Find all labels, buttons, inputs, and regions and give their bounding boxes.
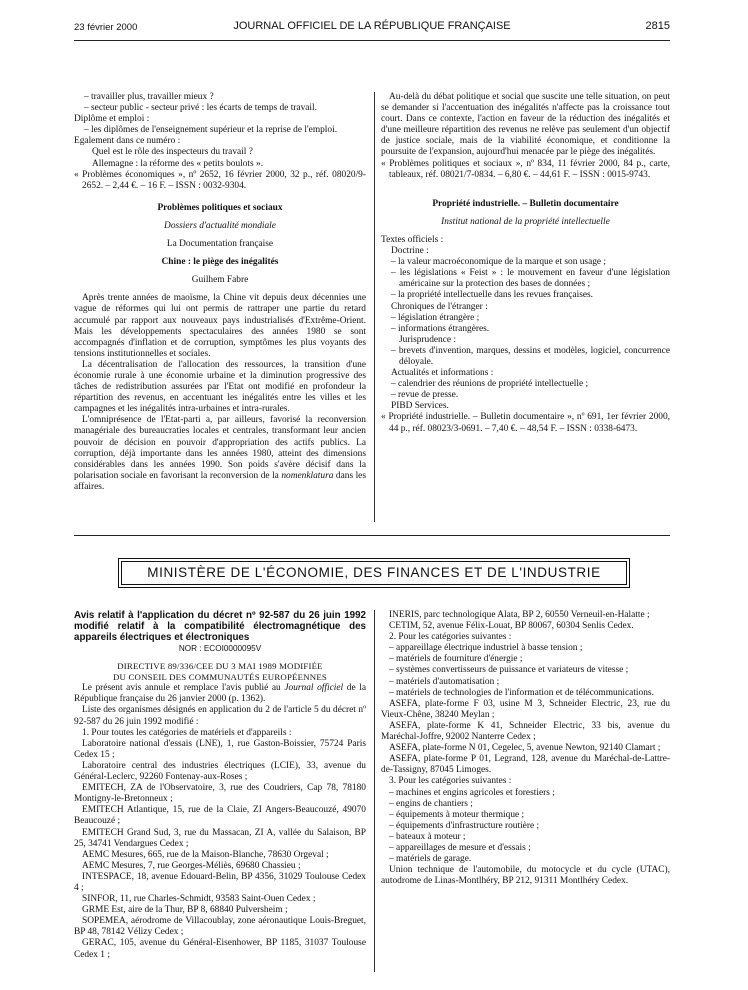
list-item: SINFOR, 11, rue Charles-Schmidt, 93583 Saint-Ouen Cedex ;: [82, 894, 316, 905]
list-item: – équipements d'infrastructure routière ;: [389, 820, 540, 831]
col1-top-list: [74, 92, 366, 192]
list-item: – revue de presse.: [391, 390, 459, 401]
list-item: ASEFA, plate-forme P 01, Legrand, 128, avenue du Maréchal-de-Lattre-de-Tassigny, 87045 Limoges.: [381, 754, 670, 776]
list-item: – appareillages de mesure et d'essais ;: [389, 842, 531, 853]
list-item: Allemagne : la réforme des « petits boulots ».: [92, 158, 264, 169]
propriete-title: Propriété industrielle. – Bulletin documentaire: [432, 198, 619, 209]
list-item: – engins de chantiers ;: [389, 798, 473, 809]
list-item: – bateaux à moteur ;: [389, 831, 466, 842]
avis-intro: Le présent avis annule et remplace l'avis publié au Journal officiel de la République française du 26 janvier 2000 (p. 1362).: [74, 683, 366, 705]
avis-point-1: 1. Pour toutes les catégories de matériels et d'appareils :: [82, 727, 292, 738]
list-item: AEMC Mesures, 665, rue de la Maison-Blanche, 78630 Orgeval ;: [82, 849, 329, 860]
avis-liste: Liste des organismes désignés en application du 2 de l'article 5 du décret nº 92-587 du 26 juin 1992 modifié :: [74, 705, 366, 727]
list-item: – calendrier des réunions de propriété intellectuelle ;: [391, 379, 589, 390]
list-item: – matériels d'automatisation ;: [389, 676, 500, 687]
header-journal-title: JOURNAL OFFICIEL DE LA RÉPUBLIQUE FRANÇAISE: [233, 20, 511, 32]
list-item: – secteur public - secteur privé : les écarts de temps de travail.: [84, 103, 317, 114]
list-item: – les législations « Feist » : le mouvement en faveur d'une législation américaine sur la protection des bases de données ;: [391, 268, 670, 290]
list-item: Laboratoire central des industries électriques (LCIE), 33, avenue du Général-Leclerc, 92260 Fontenay-aux-Roses ;: [74, 760, 366, 783]
chine-paragraph-1: Après trente années de maoïsme, la Chine vit depuis deux décennies une vague de réformes qui lui ont permis de rattraper une partie du retard accumulé par rapport aux nouveaux pays industrialisés d'Extrême-Orient. Mais les développements spectaculaires des années 1980 se sont accompagnés d'inflation et de corruption, symptômes les plus voyants des tensions institutionnelles et sociales.: [74, 293, 366, 359]
header-date: 23 février 2000: [74, 22, 138, 33]
chine-series: Problèmes politiques et sociaux: [157, 202, 283, 213]
avis-title: Avis relatif à l'application du décret nº 92-587 du 26 juin 1992 modifié relatif à la compatibilité électromagnétique des appareils électriques et électroniques: [74, 610, 366, 643]
list-item: 3. Pour les catégories suivantes :: [389, 776, 512, 787]
propriete-reference: « Propriété industrielle. – Bulletin documentaire », nº 691, 1er février 2000, 44 p., réf. 08023/3-0691. – 7,40 €. – 48,54 F. – ISSN : 0338-6473.: [381, 412, 670, 434]
ministry-banner: MINISTÈRE DE L'ÉCONOMIE, DES FINANCES ET DE L'INDUSTRIE: [121, 561, 627, 585]
list-item: « Problèmes économiques », nº 2652, 16 février 2000, 32 p., réf. 08020/9-2652. – 2,44 €. – 16 F. – ISSN : 0032-9304.: [74, 169, 366, 191]
list-item: – appareillage électrique industriel à basse tension ;: [389, 643, 583, 654]
propriete-contents: [381, 235, 670, 413]
list-item: 2. Pour les catégories suivantes :: [389, 632, 512, 643]
list-item: – systèmes convertisseurs de puissance et variateurs de vitesse ;: [389, 665, 629, 676]
column-left-bottom: [74, 610, 366, 961]
list-item: GRME Est, aire de la Thur, BP 8, 68840 Pulversheim ;: [82, 905, 288, 916]
list-item: Jurisprudence :: [399, 334, 457, 345]
list-item: Doctrine :: [391, 246, 429, 257]
list-item: – la valeur macroéconomique de la marque et son usage ;: [391, 257, 607, 268]
col2-paragraph: Au-delà du débat politique et social que suscite une telle situation, on peut se demander si l'accentuation des inégalités n'affecte pas la croissance tout court. Dans ce contexte, l'action en faveur de la réduction des inégalités et d'une meilleure répartition des revenus ne relève pas seulement d'un objectif de justice sociale, mais de la viabilité économique, et conditionne la poursuite de l'expansion, aujourd'hui menacée par le piège des inégalités.: [381, 92, 670, 158]
avis-nor: NOR : ECOI0000095V: [178, 644, 262, 653]
col4-list: [381, 610, 670, 887]
list-item: Textes officiels :: [381, 234, 444, 245]
list-item: CETIM, 52, avenue Félix-Louat, BP 80067, 60304 Senlis Cedex.: [389, 621, 634, 632]
list-item: – équipements à moteur thermique ;: [389, 809, 525, 820]
list-item: EMITECH Grand Sud, 3, rue du Massacan, ZI A, vallée du Salaison, BP 25, 34741 Vendargues Cedex ;: [74, 827, 366, 849]
avis-directive: DIRECTIVE 89/336/CEE DU 3 MAI 1989 MODIFIÉE: [117, 661, 323, 672]
chine-paragraph-3: L'omniprésence de l'Etat-parti a, par ailleurs, favorisé la reconversion managériale des bureaucraties locales et centrales, transformant leur ancien pouvoir de décision en pouvoir d'appropriation des actifs publics. La corruption, déjà importante dans les années 1980, atteint des dimensions considérables dans les années 1990. Son poids s'avère décisif dans la polarisation sociale en favorisant la reconversion de la nomenklatura dans les affaires.: [74, 415, 366, 492]
list-item: Egalement dans ce numéro :: [74, 136, 181, 147]
list-item: GERAC, 105, avenue du Général-Eisenhower, BP 1185, 31037 Toulouse Cedex 1 ;: [74, 938, 366, 960]
propriete-institute: Institut national de la propriété intellectuelle: [441, 216, 610, 227]
list-item: Union technique de l'automobile, du motocycle et du cycle (UTAC), autodrome de Linas-Montlhéry, BP 212, 91311 Montlhéry Cedex.: [381, 865, 670, 887]
column-divider-top: [374, 92, 375, 522]
avis-directive-2: DU CONSEIL DES COMMUNAUTÉS EUROPÉENNES: [112, 672, 327, 683]
list-item: – la propriété intellectuelle dans les revues françaises.: [391, 290, 593, 301]
list-item: – législation étrangère ;: [391, 312, 480, 323]
chine-paragraph-2: La décentralisation de l'allocation des ressources, la transition d'une économie rurale à une économie urbaine et la diminution progressive des tâches de redistribution assurées par l'Etat ont modifié en profondeur la répartition des revenus, en accentuant les inégalités entre les villes et les campagnes et les inégalités intra-urbaines et intra-rurales.: [74, 359, 366, 415]
list-item: Laboratoire national d'essais (LNE), 1, rue Gaston-Boissier, 75724 Paris Cedex 15 ;: [74, 738, 366, 760]
list-item: – matériels de fourniture d'énergie ;: [389, 654, 523, 665]
list-item: ASEFA, plate-forme K 41, Schneider Electric, 33 bis, avenue du Maréchal-Joffre, 92002 Nanterre Cedex ;: [381, 720, 670, 743]
column-divider-bottom: [374, 610, 375, 972]
list-item: – informations étrangères.: [391, 323, 490, 334]
list-item: – machines et engins agricoles et forestiers ;: [389, 787, 555, 798]
list-item: INTESPACE, 18, avenue Edouard-Belin, BP 4356, 31029 Toulouse Cedex 4 ;: [74, 871, 366, 893]
list-item: EMITECH Atlantique, 15, rue de la Claie, ZI Angers-Beaucouzé, 49070 Beaucouzé ;: [74, 805, 366, 827]
section-rule: [74, 535, 670, 536]
list-item: Diplôme et emploi :: [74, 114, 150, 125]
list-item: – matériels de technologies de l'information et de télécommunications.: [389, 687, 654, 698]
list-item: Chroniques de l'étranger :: [391, 301, 488, 312]
header-page-number: 2815: [645, 20, 670, 32]
list-item: SOPEMEA, aérodrome de Villacoublay, zone aéronautique Louis-Breguet, BP 48, 78142 Vélizy Cedex ;: [74, 916, 366, 938]
chine-title: Chine : le piège des inégalités: [161, 257, 279, 268]
list-item: ASEFA, plate-forme F 03, usine M 3, Schneider Electric, 23, rue du Vieux-Chêne, 38240 Meylan ;: [381, 698, 670, 720]
chine-publisher: La Documentation française: [166, 239, 274, 250]
list-item: Quel est le rôle des inspecteurs du travail ?: [92, 147, 253, 158]
column-right-bottom: [381, 610, 670, 887]
col2-reference: « Problèmes politiques et sociaux », nº 834, 11 février 2000, 84 p., carte, tableaux, réf. 08021/7-0834. – 6,80 €. – 44,61 F. – ISSN : 0015-9743.: [381, 158, 670, 180]
list-item: PIBD Services.: [391, 401, 449, 412]
column-left-top: [74, 92, 366, 493]
header-rule: [74, 40, 670, 41]
list-item: – travailler plus, travailler mieux ?: [84, 92, 214, 102]
list-item: – les diplômes de l'enseignement supérieur et la reprise de l'emploi.: [84, 125, 338, 136]
avis-labs-list: [74, 739, 366, 961]
chine-author: Guilhem Fabre: [191, 275, 249, 286]
list-item: EMITECH, ZA de l'Observatoire, 3, rue des Coudriers, Cap 78, 78180 Montigny-le-Bretonneux ;: [74, 783, 366, 805]
chine-subseries: Dossiers d'actualité mondiale: [164, 220, 276, 231]
list-item: INERIS, parc technologique Alata, BP 2, 60550 Verneuil-en-Halatte ;: [389, 610, 650, 620]
column-right-top: [381, 92, 670, 435]
list-item: ASEFA, plate-forme N 01, Cegelec, 5, avenue Newton, 92140 Clamart ;: [389, 743, 661, 754]
list-item: – brevets d'invention, marques, dessins et modèles, logiciel, concurrence déloyale.: [391, 345, 670, 367]
list-item: – matériels de garage.: [389, 854, 472, 865]
page-header: [74, 20, 670, 36]
list-item: Actualités et informations :: [391, 368, 494, 379]
list-item: AEMC Mesures, 7, rue Georges-Méliès, 69680 Chassieu ;: [82, 860, 301, 871]
